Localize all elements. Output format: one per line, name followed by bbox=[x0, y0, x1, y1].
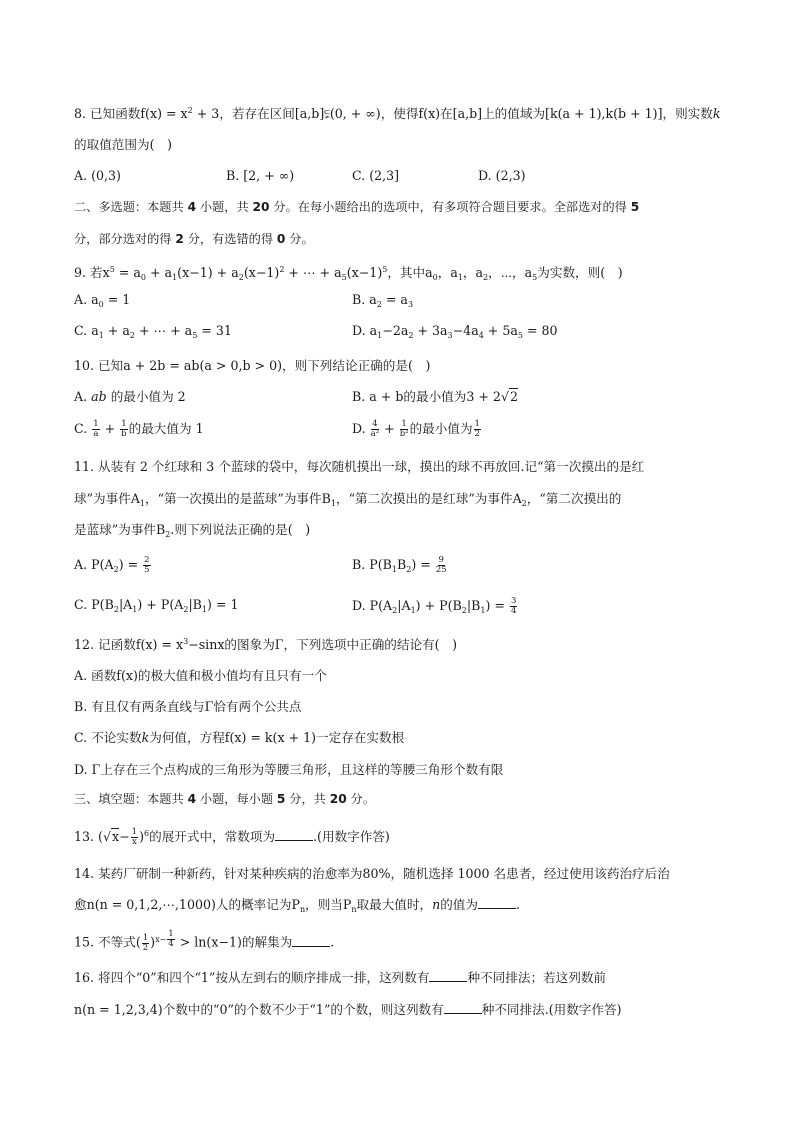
q8-option-c: C. (2,3] bbox=[352, 168, 400, 183]
q9-stem: 9. 若$x^5 = a_0 + a_1(x-1) + a_2(x-1)^2$ + ⋯ + $a_5(x-1)^5$，其中$a_0$，$a_1$，$a_2$，⋯，$a_5$为实数，则( ) bbox=[74, 265, 623, 282]
q11-stem-line2: 球”为事件$A_1$，“第一次摸出的是蓝球”为事件$B_1$，“第二次摸出的是红球”为事件$A_2$，“第二次摸出的 bbox=[74, 491, 622, 508]
q11-option-d: D. $P(A_2|A_1) + P(B_2|B_1)$ = $\frac{3}{4}$ bbox=[352, 596, 517, 616]
answer-blank[interactable] bbox=[275, 830, 313, 841]
q10-stem: 10. 已知a + 2b = ab(a > 0,b > 0)，则下列结论正确的是( ) bbox=[74, 358, 431, 373]
answer-blank[interactable] bbox=[292, 936, 330, 947]
q11-option-a: A. $P(A_2)$ = $\frac{2}{5}$ bbox=[74, 555, 150, 575]
answer-blank[interactable] bbox=[478, 898, 516, 909]
q11-stem-line1: 11. 从装有 2 个红球和 3 个蓝球的袋中，每次随机摸出一球，摸出的球不再放回.记“第一次摸出的是红 bbox=[74, 459, 645, 474]
q12-option-d: D. Γ上存在三个点构成的三角形为等腰三角形，且这样的等腰三角形个数有限 bbox=[74, 762, 504, 777]
q14-stem-line1: 14. 某药厂研制一种新药，针对某种疾病的治愈率为80%，随机选择 1000 名患者，经过使用该药治疗后治 bbox=[74, 866, 670, 881]
q10-option-c: C. $\frac{1}{a}$ + $\frac{1}{b}$ 的最大值为 1 bbox=[74, 419, 204, 439]
q16-stem-line1: 16. 将四个“0”和四个“1”按从左到右的顺序排成一排，这列数有 种不同排法；若这列数前 bbox=[74, 970, 606, 985]
q9-option-c: C. $a_1 + a_2$ + ⋯ + $a_5 = 31$ bbox=[74, 323, 232, 340]
q11-option-c: C. $P(B_2|A_1) + P(A_2|B_1) = 1$ bbox=[74, 597, 239, 614]
q9-option-a: A. $a_0 = 1$ bbox=[74, 292, 131, 309]
q14-stem-line2: 愈n(n = 0,1,2,⋯,1000)人的概率记为$P_n$，则当$P_n$取最大值时，n的值为 . bbox=[74, 897, 520, 914]
q12-option-b: B. 有且仅有两条直线与Γ恰有两个公共点 bbox=[74, 699, 302, 714]
q13-text: 13. (√x− $\frac{1}{x}$ )$^6$的展开式中，常数项为 .(用数字作答) bbox=[74, 827, 390, 847]
q9-option-b: B. $a_2 = a_3$ bbox=[352, 292, 414, 309]
q8-stem-line2: 的取值范围为( ) bbox=[74, 137, 172, 152]
q11-stem-line3: 是蓝球”为事件$B_2$.则下列说法正确的是( ) bbox=[74, 522, 311, 539]
q9-option-d: D. $a_1-2a_2 + 3a_3-4a_4 + 5a_5 = 80$ bbox=[352, 323, 558, 340]
q8-stem-line1: 8. 已知函数$f(x) = x^2 + 3$，若存在区间[a,b]⫋(0, + ∞)，使得f(x)在[a,b]上的值域为[k(a + 1),k(b + 1)]，则实数k bbox=[74, 106, 721, 121]
q16-stem-line2: n(n = 1,2,3,4)个数中的“0”的个数不少于“1”的个数，则这列数有 种不同排法.(用数字作答) bbox=[74, 1002, 622, 1017]
q12-option-a: A. 函数f(x)的极大值和极小值均有且只有一个 bbox=[74, 668, 327, 683]
q12-option-c: C. 不论实数k为何值，方程f(x) = k(x + 1)一定存在实数根 bbox=[74, 730, 405, 745]
q8-option-a: A. (0,3) bbox=[74, 168, 121, 183]
q8-option-b: B. [2, + ∞) bbox=[226, 168, 295, 183]
q8-option-d: D. (2,3) bbox=[478, 168, 526, 183]
answer-blank[interactable] bbox=[429, 971, 467, 982]
q11-option-b: B. $P(B_1B_2)$ = $\frac{9}{25}$ bbox=[352, 555, 447, 575]
section3-heading: 三、填空题：本题共 4 小题，每小题 5 分，共 20 分。 bbox=[74, 792, 375, 806]
section2-heading-line1: 二、多选题：本题共 4 小题，共 20 分。在每小题给出的选项中，有多项符合题目要求。全部选对的得 5 bbox=[74, 200, 640, 214]
answer-blank[interactable] bbox=[444, 1003, 482, 1014]
q10-option-a: A. ab 的最小值为 2 bbox=[74, 389, 186, 404]
q15-text: 15. 不等式( $\frac{1}{2}$ )$^{x- \frac{1}{4}}$ > ln(x−1)的解集为 . bbox=[74, 929, 335, 953]
q10-option-d: D. $\frac{4}{\text{a²}}$ + $\frac{1}{\text{b²}}$ 的最小值为 $\frac{1}{2}$ bbox=[352, 419, 480, 439]
q10-option-b: B. a + b的最小值为3 + 2√2 bbox=[352, 389, 518, 404]
q12-stem: 12. 记函数$f(x) = x^3-\sin x$的图象为Γ，下列选项中正确的结论有( ) bbox=[74, 637, 458, 652]
section2-heading-line2: 分，部分选对的得 2 分，有选错的得 0 分。 bbox=[74, 232, 314, 246]
